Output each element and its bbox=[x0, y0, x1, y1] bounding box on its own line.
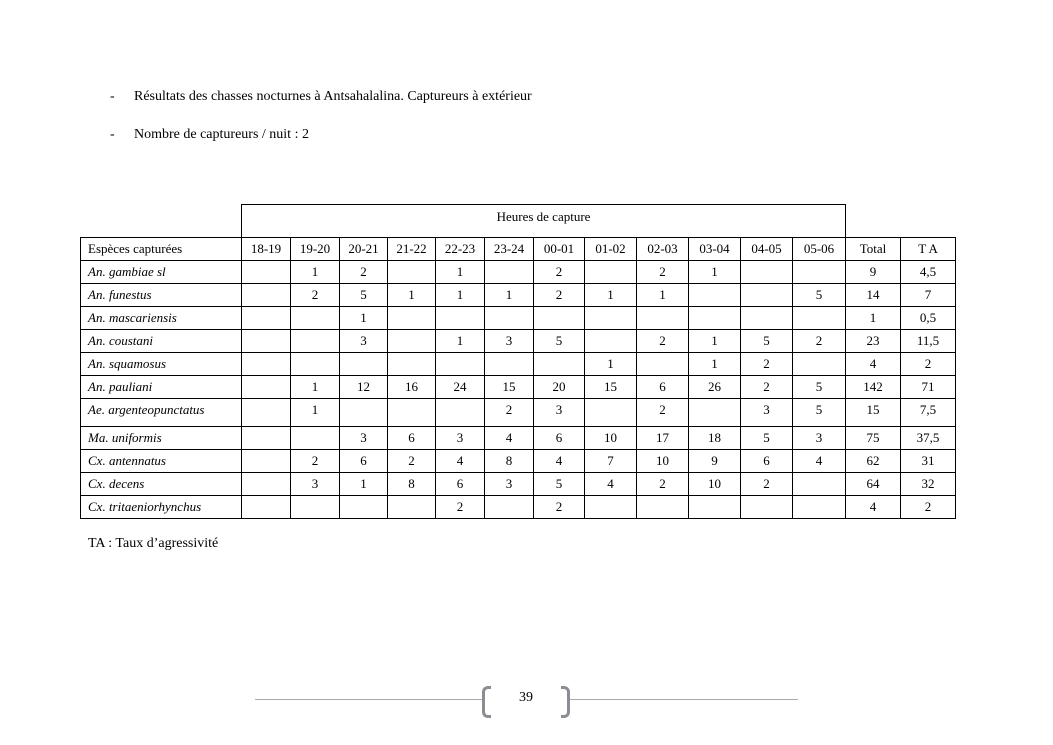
count-cell: 1 bbox=[485, 284, 534, 307]
ta-cell: 0,5 bbox=[901, 307, 956, 330]
left-bracket-icon bbox=[482, 686, 491, 718]
table-row bbox=[81, 427, 956, 450]
count-cell bbox=[388, 330, 436, 353]
count-cell: 24 bbox=[436, 376, 485, 399]
ta-cell: 11,5 bbox=[901, 330, 956, 353]
count-cell: 2 bbox=[793, 330, 846, 353]
count-cell: 1 bbox=[436, 330, 485, 353]
hour-header: 23-24 bbox=[485, 238, 534, 261]
count-cell: 5 bbox=[793, 399, 846, 427]
total-cell: 23 bbox=[846, 330, 901, 353]
total-cell: 9 bbox=[846, 261, 901, 284]
table-row bbox=[81, 330, 956, 353]
capture-table bbox=[80, 204, 956, 519]
count-cell bbox=[340, 353, 388, 376]
count-cell: 2 bbox=[534, 284, 585, 307]
species-header: Espèces capturées bbox=[81, 238, 242, 261]
count-cell bbox=[485, 261, 534, 284]
count-cell: 3 bbox=[485, 473, 534, 496]
count-cell: 4 bbox=[436, 450, 485, 473]
count-cell bbox=[585, 261, 637, 284]
count-cell: 1 bbox=[585, 284, 637, 307]
table-row bbox=[81, 376, 956, 399]
count-cell bbox=[485, 353, 534, 376]
species-name: Cx. decens bbox=[81, 473, 242, 496]
count-cell: 4 bbox=[534, 450, 585, 473]
hour-header: 00-01 bbox=[534, 238, 585, 261]
count-cell: 3 bbox=[485, 330, 534, 353]
count-cell bbox=[485, 307, 534, 330]
table-row bbox=[81, 307, 956, 330]
hour-header: 20-21 bbox=[340, 238, 388, 261]
count-cell: 9 bbox=[689, 450, 741, 473]
count-cell: 1 bbox=[436, 284, 485, 307]
count-cell: 16 bbox=[388, 376, 436, 399]
count-cell bbox=[242, 284, 291, 307]
count-cell: 10 bbox=[637, 450, 689, 473]
group-header: Heures de capture bbox=[242, 205, 846, 238]
count-cell: 2 bbox=[741, 353, 793, 376]
species-name: Ma. uniformis bbox=[81, 427, 242, 450]
page-number: 39 bbox=[519, 690, 533, 705]
count-cell: 2 bbox=[534, 261, 585, 284]
count-cell: 1 bbox=[436, 261, 485, 284]
count-cell bbox=[242, 496, 291, 519]
count-cell: 5 bbox=[534, 330, 585, 353]
count-cell: 1 bbox=[637, 284, 689, 307]
group-header-row bbox=[81, 205, 956, 238]
count-cell bbox=[291, 307, 340, 330]
empty-cell bbox=[846, 205, 901, 238]
count-cell bbox=[585, 330, 637, 353]
page-footer bbox=[0, 680, 1053, 720]
count-cell: 4 bbox=[485, 427, 534, 450]
hour-header: 19-20 bbox=[291, 238, 340, 261]
count-cell: 3 bbox=[741, 399, 793, 427]
count-cell bbox=[291, 496, 340, 519]
count-cell: 3 bbox=[436, 427, 485, 450]
count-cell bbox=[388, 353, 436, 376]
count-cell: 12 bbox=[340, 376, 388, 399]
ta-cell: 4,5 bbox=[901, 261, 956, 284]
count-cell bbox=[242, 261, 291, 284]
count-cell: 2 bbox=[534, 496, 585, 519]
count-cell: 5 bbox=[741, 330, 793, 353]
footer-rule bbox=[255, 699, 482, 700]
species-name: An. mascariensis bbox=[81, 307, 242, 330]
hour-header: 01-02 bbox=[585, 238, 637, 261]
count-cell bbox=[291, 353, 340, 376]
total-cell: 64 bbox=[846, 473, 901, 496]
count-cell: 2 bbox=[291, 284, 340, 307]
bullet-text: Nombre de captureurs / nuit : 2 bbox=[134, 127, 309, 142]
empty-cell bbox=[81, 205, 242, 238]
footer-rule bbox=[570, 699, 798, 700]
count-cell: 5 bbox=[793, 376, 846, 399]
count-cell bbox=[388, 399, 436, 427]
count-cell bbox=[793, 261, 846, 284]
count-cell: 2 bbox=[340, 261, 388, 284]
count-cell bbox=[689, 496, 741, 519]
count-cell: 6 bbox=[637, 376, 689, 399]
total-header: Total bbox=[846, 238, 901, 261]
hour-header: 03-04 bbox=[689, 238, 741, 261]
count-cell bbox=[793, 307, 846, 330]
count-cell bbox=[291, 427, 340, 450]
count-cell: 10 bbox=[689, 473, 741, 496]
species-name: An. funestus bbox=[81, 284, 242, 307]
count-cell bbox=[340, 496, 388, 519]
column-header-row bbox=[81, 238, 956, 261]
count-cell bbox=[585, 496, 637, 519]
count-cell: 1 bbox=[340, 473, 388, 496]
hour-header: 22-23 bbox=[436, 238, 485, 261]
count-cell: 2 bbox=[436, 496, 485, 519]
species-name: An. pauliani bbox=[81, 376, 242, 399]
count-cell bbox=[242, 399, 291, 427]
count-cell: 2 bbox=[741, 376, 793, 399]
ta-cell: 31 bbox=[901, 450, 956, 473]
right-bracket-icon bbox=[561, 686, 570, 718]
count-cell bbox=[741, 496, 793, 519]
count-cell: 5 bbox=[793, 284, 846, 307]
count-cell: 1 bbox=[689, 261, 741, 284]
count-cell bbox=[741, 307, 793, 330]
empty-cell bbox=[901, 205, 956, 238]
count-cell: 1 bbox=[340, 307, 388, 330]
ta-cell: 2 bbox=[901, 496, 956, 519]
count-cell: 4 bbox=[585, 473, 637, 496]
count-cell: 2 bbox=[637, 330, 689, 353]
count-cell bbox=[689, 284, 741, 307]
count-cell bbox=[637, 353, 689, 376]
count-cell bbox=[242, 353, 291, 376]
count-cell: 1 bbox=[689, 330, 741, 353]
bullet-dash: - bbox=[110, 89, 115, 104]
count-cell bbox=[741, 261, 793, 284]
count-cell: 5 bbox=[340, 284, 388, 307]
count-cell bbox=[585, 307, 637, 330]
count-cell bbox=[436, 307, 485, 330]
count-cell: 18 bbox=[689, 427, 741, 450]
count-cell bbox=[741, 284, 793, 307]
count-cell bbox=[388, 307, 436, 330]
count-cell: 1 bbox=[291, 261, 340, 284]
species-name: An. squamosus bbox=[81, 353, 242, 376]
hour-header: 04-05 bbox=[741, 238, 793, 261]
count-cell: 15 bbox=[585, 376, 637, 399]
ta-header: T A bbox=[901, 238, 956, 261]
count-cell: 4 bbox=[793, 450, 846, 473]
ta-cell: 37,5 bbox=[901, 427, 956, 450]
hour-header: 18-19 bbox=[242, 238, 291, 261]
count-cell: 6 bbox=[340, 450, 388, 473]
count-cell: 6 bbox=[534, 427, 585, 450]
hour-header: 05-06 bbox=[793, 238, 846, 261]
count-cell: 3 bbox=[291, 473, 340, 496]
hour-header: 02-03 bbox=[637, 238, 689, 261]
count-cell: 26 bbox=[689, 376, 741, 399]
count-cell: 3 bbox=[340, 427, 388, 450]
count-cell bbox=[793, 353, 846, 376]
ta-cell: 71 bbox=[901, 376, 956, 399]
footnote: TA : Taux d’agressivité bbox=[88, 536, 219, 551]
count-cell: 1 bbox=[585, 353, 637, 376]
count-cell bbox=[637, 307, 689, 330]
ta-cell: 7 bbox=[901, 284, 956, 307]
ta-cell: 32 bbox=[901, 473, 956, 496]
total-cell: 142 bbox=[846, 376, 901, 399]
count-cell bbox=[242, 450, 291, 473]
count-cell: 6 bbox=[436, 473, 485, 496]
count-cell bbox=[485, 496, 534, 519]
species-name: Cx. tritaeniorhynchus bbox=[81, 496, 242, 519]
bullet-text: Résultats des chasses nocturnes à Antsahalalina. Captureurs à extérieur bbox=[134, 89, 532, 104]
count-cell: 3 bbox=[340, 330, 388, 353]
table-row bbox=[81, 353, 956, 376]
total-cell: 75 bbox=[846, 427, 901, 450]
total-cell: 4 bbox=[846, 496, 901, 519]
count-cell: 2 bbox=[637, 261, 689, 284]
count-cell: 7 bbox=[585, 450, 637, 473]
count-cell bbox=[340, 399, 388, 427]
count-cell bbox=[291, 330, 340, 353]
count-cell: 1 bbox=[291, 376, 340, 399]
count-cell bbox=[689, 307, 741, 330]
count-cell: 3 bbox=[793, 427, 846, 450]
count-cell bbox=[585, 399, 637, 427]
count-cell: 8 bbox=[485, 450, 534, 473]
count-cell bbox=[242, 330, 291, 353]
count-cell: 20 bbox=[534, 376, 585, 399]
bullet-title bbox=[110, 89, 532, 105]
total-cell: 4 bbox=[846, 353, 901, 376]
total-cell: 14 bbox=[846, 284, 901, 307]
bullet-dash: - bbox=[110, 127, 115, 142]
total-cell: 1 bbox=[846, 307, 901, 330]
species-name: An. gambiae sl bbox=[81, 261, 242, 284]
count-cell bbox=[436, 353, 485, 376]
count-cell bbox=[793, 473, 846, 496]
hour-header: 21-22 bbox=[388, 238, 436, 261]
count-cell: 1 bbox=[388, 284, 436, 307]
count-cell: 2 bbox=[637, 473, 689, 496]
count-cell: 2 bbox=[637, 399, 689, 427]
count-cell: 1 bbox=[689, 353, 741, 376]
count-cell: 1 bbox=[291, 399, 340, 427]
count-cell: 5 bbox=[741, 427, 793, 450]
count-cell: 2 bbox=[388, 450, 436, 473]
table-row bbox=[81, 284, 956, 307]
count-cell: 8 bbox=[388, 473, 436, 496]
table-row bbox=[81, 261, 956, 284]
count-cell: 2 bbox=[741, 473, 793, 496]
table-row bbox=[81, 450, 956, 473]
total-cell: 15 bbox=[846, 399, 901, 427]
count-cell bbox=[242, 473, 291, 496]
table-row bbox=[81, 496, 956, 519]
count-cell bbox=[793, 496, 846, 519]
table-row bbox=[81, 399, 956, 427]
count-cell: 5 bbox=[534, 473, 585, 496]
count-cell: 2 bbox=[485, 399, 534, 427]
count-cell bbox=[242, 307, 291, 330]
count-cell: 6 bbox=[741, 450, 793, 473]
bullet-captors bbox=[110, 127, 309, 143]
count-cell bbox=[242, 376, 291, 399]
total-cell: 62 bbox=[846, 450, 901, 473]
count-cell: 3 bbox=[534, 399, 585, 427]
ta-cell: 7,5 bbox=[901, 399, 956, 427]
count-cell bbox=[388, 261, 436, 284]
count-cell bbox=[534, 353, 585, 376]
count-cell: 17 bbox=[637, 427, 689, 450]
count-cell bbox=[637, 496, 689, 519]
count-cell: 6 bbox=[388, 427, 436, 450]
species-name: Ae. argenteopunctatus bbox=[81, 399, 242, 427]
count-cell bbox=[242, 427, 291, 450]
ta-cell: 2 bbox=[901, 353, 956, 376]
count-cell: 2 bbox=[291, 450, 340, 473]
species-name: An. coustani bbox=[81, 330, 242, 353]
table-row bbox=[81, 473, 956, 496]
count-cell bbox=[388, 496, 436, 519]
count-cell bbox=[436, 399, 485, 427]
count-cell bbox=[534, 307, 585, 330]
count-cell: 10 bbox=[585, 427, 637, 450]
species-name: Cx. antennatus bbox=[81, 450, 242, 473]
count-cell: 15 bbox=[485, 376, 534, 399]
count-cell bbox=[689, 399, 741, 427]
